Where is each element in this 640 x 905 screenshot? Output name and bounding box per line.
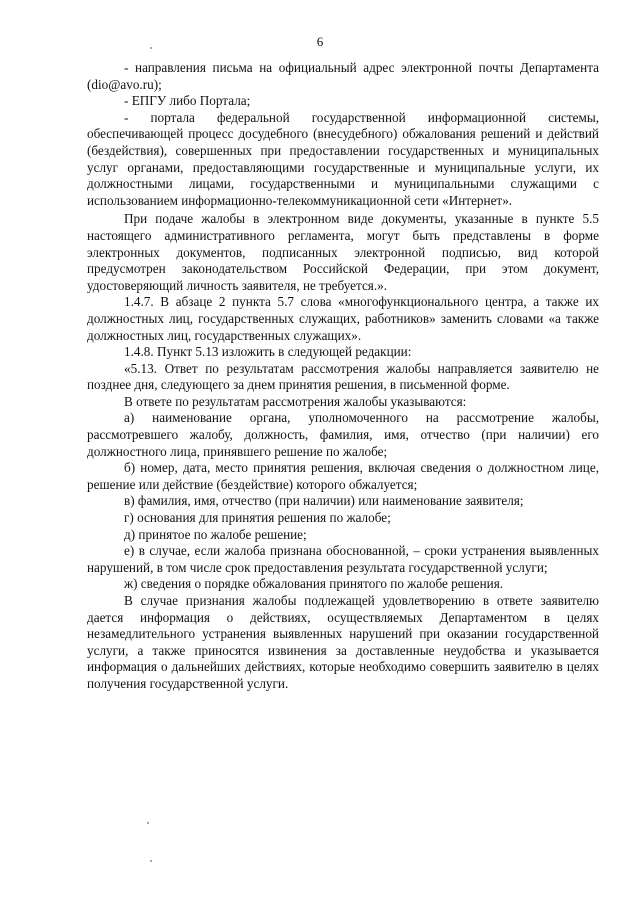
- paragraph: 1.4.8. Пункт 5.13 изложить в следующей редакции:: [124, 344, 412, 360]
- paragraph: «5.13. Ответ по результатам рассмотрения жалобы направляется заявителю не позднее дня, следующего за днем принятия решения, в письменной форме.: [87, 360, 599, 393]
- paragraph: б) номер, дата, место принятия решения, включая сведения о должностном лице, решение или действие (бездействие) которого обжалуется;: [87, 460, 599, 492]
- scan-speck: [150, 860, 152, 862]
- paragraph: а) наименование органа, уполномоченного на рассмотрение жалобы, рассмотревшего жалобу, должность, фамилия, имя, отчество (при наличии) его должностного лица, принявшего решение по жалобе;: [87, 410, 599, 459]
- paragraph: в) фамилия, имя, отчество (при наличии) или наименование заявителя;: [124, 493, 524, 509]
- page-number: 6: [316, 34, 324, 49]
- paragraph: 1.4.7. В абзаце 2 пункта 5.7 слова «многофункционального центра, а также их должностных лиц, государственных служащих, работников» заменить словами «а также должностных лиц, государственных служащих».: [87, 294, 599, 343]
- paragraph: В ответе по результатам рассмотрения жалобы указываются:: [124, 393, 467, 409]
- scan-speck: [147, 822, 149, 824]
- paragraph: е) в случае, если жалоба признана обоснованной, – сроки устранения выявленных нарушений, в том числе срок предоставления результата государственной услуги;: [87, 543, 599, 575]
- paragraph: - ЕПГУ либо Портала;: [124, 93, 251, 109]
- paragraph: - портала федеральной государственной информационной системы, обеспечивающей процесс досудебного (внесудебного) обжалования решений и действий (бездействия), совершенных при предоставлении государственных и муниципальных услуг органами, предоставляющими государственные и муниципальные услуги, их должностными лицами, государственными и муниципальными служащими с использованием информационно-телекоммуникационной сети «Интернет».: [87, 109, 599, 208]
- paragraph: В случае признания жалобы подлежащей удовлетворению в ответе заявителю дается информация о действиях, осуществляемых Департаментом в целях незамедлительного устранения выявленных нарушений при оказании государственной услуги, а также приносятся извинения за доставленные неудобства и указывается информация о дальнейших действиях, которые необходимо совершить заявителю в целях получения государственной услуги.: [87, 593, 599, 691]
- scan-speck: [150, 47, 152, 49]
- paragraph: При подаче жалобы в электронном виде документы, указанные в пункте 5.5 настоящего административного регламента, могут быть представлены в форме электронных документов, подписанных электронной подписью, вид которой предусмотрен законодательством Российской Федерации, при этом документ, удостоверяющий личность заявителя, не требуется.».: [87, 211, 599, 293]
- paragraph: ж) сведения о порядке обжалования принятого по жалобе решения.: [124, 576, 504, 592]
- paragraph: - направления письма на официальный адрес электронной почты Департамента (dio@avo.ru);: [87, 60, 599, 92]
- paragraph: д) принятое по жалобе решение;: [124, 526, 307, 542]
- paragraph: г) основания для принятия решения по жалобе;: [124, 510, 391, 526]
- document-body: [87, 60, 599, 693]
